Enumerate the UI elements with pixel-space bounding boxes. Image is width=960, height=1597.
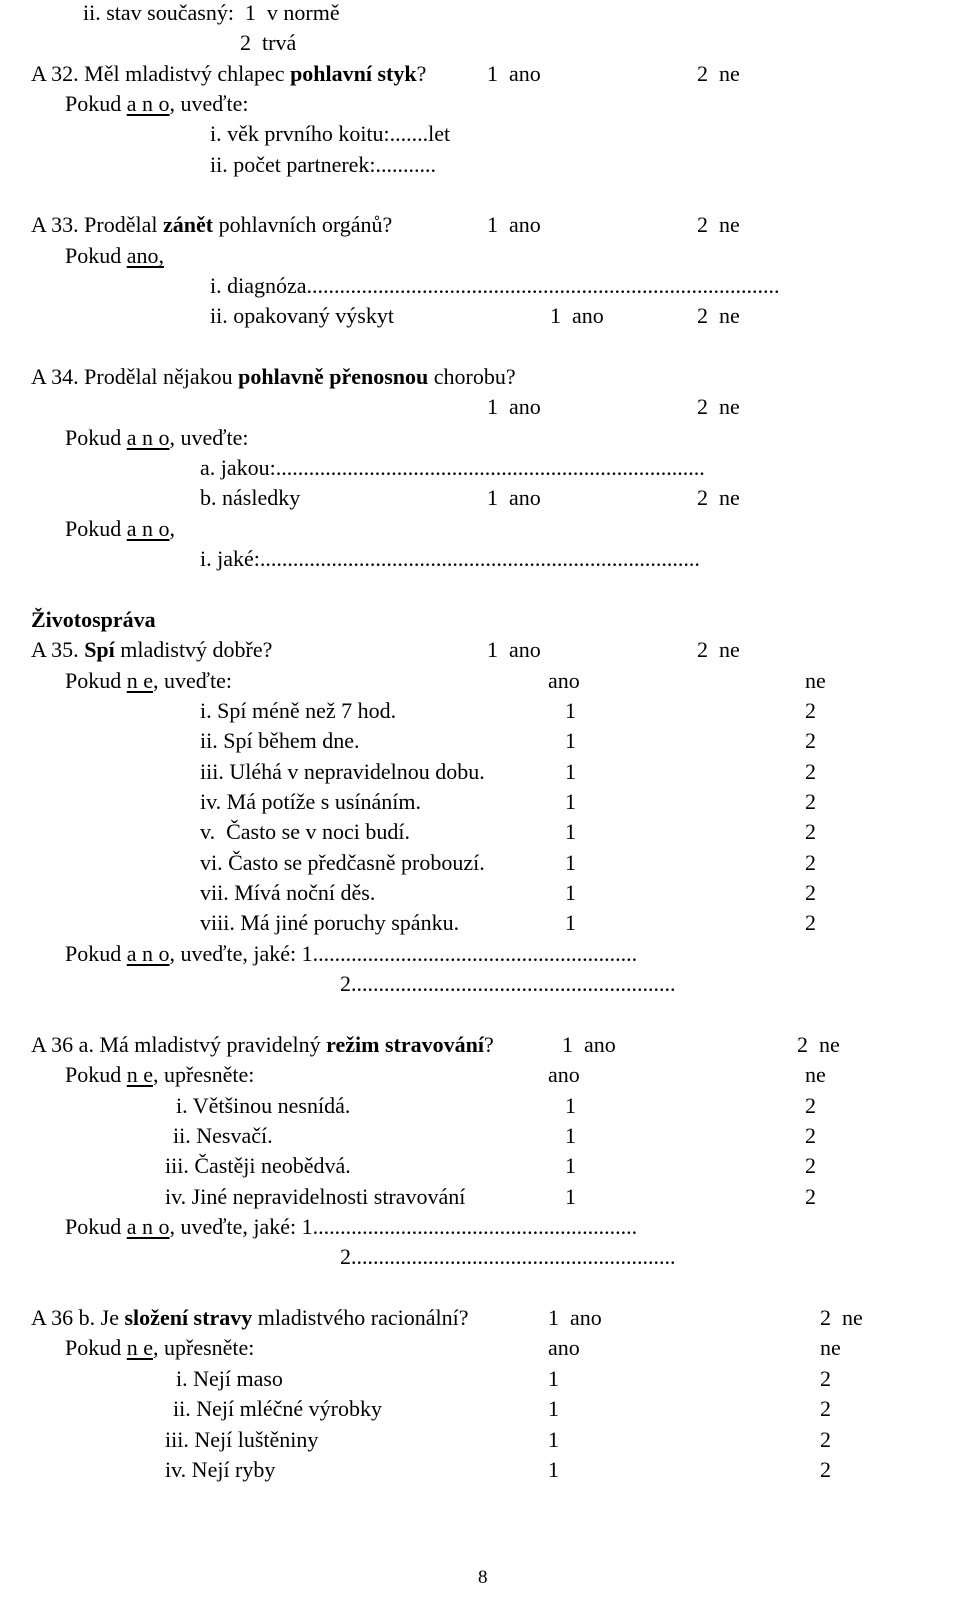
question-a34: A 34. Prodělal nějakou pohlavně přenosnou chorobu? — [31, 364, 516, 389]
option-no: 2 — [805, 759, 816, 784]
option-no: 2 ne — [697, 637, 740, 662]
option-no: 2 — [805, 728, 816, 753]
text-line: ii. Spí během dne. — [200, 728, 360, 753]
question-a32: A 32. Měl mladistvý chlapec pohlavní styk? — [31, 61, 427, 86]
option-yes: 1 — [565, 850, 576, 875]
column-no: ne — [805, 1062, 826, 1087]
option-yes: 1 — [565, 1184, 576, 1209]
option-no: 2 — [805, 698, 816, 723]
question-a36a: A 36 a. Má mladistvý pravidelný režim stravování? — [31, 1032, 494, 1057]
text-line: Pokud a n o, uveďte, jaké: 1........................................................... — [65, 941, 638, 966]
option-no: 2 ne — [697, 394, 740, 419]
text-line: iii. Uléhá v nepravidelnou dobu. — [200, 759, 485, 784]
text-line: b. následky — [200, 485, 301, 510]
option-no: 2 — [805, 1153, 816, 1178]
option-yes: 1 — [548, 1396, 559, 1421]
text-line: iii. Častěji neobědvá. — [165, 1153, 351, 1178]
option-yes: 1 — [565, 728, 576, 753]
option-yes: 1 ano — [487, 61, 541, 86]
text-line: vi. Často se předčasně probouzí. — [200, 850, 485, 875]
text-line: iii. Nejí luštěniny — [165, 1427, 319, 1452]
option-yes: 1 — [565, 698, 576, 723]
option-yes: 1 — [548, 1366, 559, 1391]
text-line: vii. Mívá noční děs. — [200, 880, 376, 905]
option-no: 2 — [805, 819, 816, 844]
text-line: ii. opakovaný výskyt — [210, 303, 394, 328]
option-yes: 1 ano — [550, 303, 604, 328]
option-yes: 1 — [565, 819, 576, 844]
text-line: viii. Má jiné poruchy spánku. — [200, 910, 460, 935]
text-line: 2........................................................... — [340, 1244, 676, 1269]
option-no: 2 ne — [697, 212, 740, 237]
option-no: 2 — [805, 1123, 816, 1148]
text-line: ii. počet partnerek:........... — [210, 152, 437, 177]
text-line: Pokud a n o, uveďte: — [65, 91, 249, 116]
text-line: Pokud n e, upřesněte: — [65, 1062, 255, 1087]
option-no: 2 — [805, 1184, 816, 1209]
text-line: i. Nejí maso — [176, 1366, 283, 1391]
question-a36b: A 36 b. Je složení stravy mladistvého racionální? — [31, 1305, 469, 1330]
option-yes: 1 — [565, 1123, 576, 1148]
text-line: 2 trvá — [240, 30, 297, 55]
option-yes: 1 — [565, 789, 576, 814]
option-no: 2 — [805, 789, 816, 814]
option-no: 2 ne — [697, 61, 740, 86]
option-no: 2 — [805, 880, 816, 905]
option-no: 2 — [805, 910, 816, 935]
text-line: Pokud n e, uveďte: — [65, 668, 232, 693]
text-line: iv. Má potíže s usínáním. — [200, 789, 421, 814]
option-no: 2 — [820, 1427, 831, 1452]
option-yes: 1 — [548, 1457, 559, 1482]
option-no: 2 — [820, 1457, 831, 1482]
text-line: Pokud ano, — [65, 243, 165, 268]
question-a33: A 33. Prodělal zánět pohlavních orgánů? — [31, 212, 393, 237]
column-yes: ano — [548, 1335, 580, 1360]
option-no: 2 — [820, 1396, 831, 1421]
option-yes: 1 ano — [562, 1032, 616, 1057]
text-line: a. jakou:.............................................................................. — [200, 455, 705, 480]
text-line: i. věk prvního koitu:.......let — [210, 121, 451, 146]
text-line: Pokud a n o, — [65, 516, 176, 541]
option-no: 2 — [805, 1093, 816, 1118]
option-yes: 1 — [565, 1093, 576, 1118]
option-no: 2 ne — [697, 303, 740, 328]
text-line: i. Spí méně než 7 hod. — [200, 698, 397, 723]
option-yes: 1 ano — [487, 637, 541, 662]
option-yes: 1 ano — [548, 1305, 602, 1330]
text-line: v. Často se v noci budí. — [200, 819, 410, 844]
option-no: 2 ne — [820, 1305, 863, 1330]
option-yes: 1 ano — [487, 394, 541, 419]
text-line: iv. Jiné nepravidelnosti stravování — [165, 1184, 466, 1209]
text-line: iv. Nejí ryby — [165, 1457, 276, 1482]
option-yes: 1 — [565, 1153, 576, 1178]
text-line: i. Většinou nesnídá. — [176, 1093, 351, 1118]
option-no: 2 ne — [797, 1032, 840, 1057]
column-no: ne — [805, 668, 826, 693]
option-yes: 1 ano — [487, 212, 541, 237]
text-line: ii. stav současný: 1 v normě — [83, 0, 340, 25]
option-no: 2 ne — [697, 485, 740, 510]
option-yes: 1 — [548, 1427, 559, 1452]
text-line: Pokud a n o, uveďte, jaké: 1........................................................... — [65, 1214, 638, 1239]
question-a35: A 35. Spí mladistvý dobře? — [31, 637, 273, 662]
option-yes: 1 — [565, 880, 576, 905]
column-no: ne — [820, 1335, 841, 1360]
option-no: 2 — [805, 850, 816, 875]
option-no: 2 — [820, 1366, 831, 1391]
text-line: i. diagnóza...................................................................................... — [210, 273, 780, 298]
option-yes: 1 ano — [487, 485, 541, 510]
text-line: 2........................................................... — [340, 971, 676, 996]
text-line: ii. Nejí mléčné výrobky — [173, 1396, 382, 1421]
page-number: 8 — [478, 1567, 488, 1588]
option-yes: 1 — [565, 759, 576, 784]
column-yes: ano — [548, 668, 580, 693]
text-line: Pokud a n o, uveďte: — [65, 425, 249, 450]
option-yes: 1 — [565, 910, 576, 935]
text-line: Pokud n e, upřesněte: — [65, 1335, 255, 1360]
column-yes: ano — [548, 1062, 580, 1087]
text-line: ii. Nesvačí. — [173, 1123, 273, 1148]
section-heading: Životospráva — [31, 607, 156, 632]
text-line: i. jaké:................................................................................ — [200, 546, 700, 571]
